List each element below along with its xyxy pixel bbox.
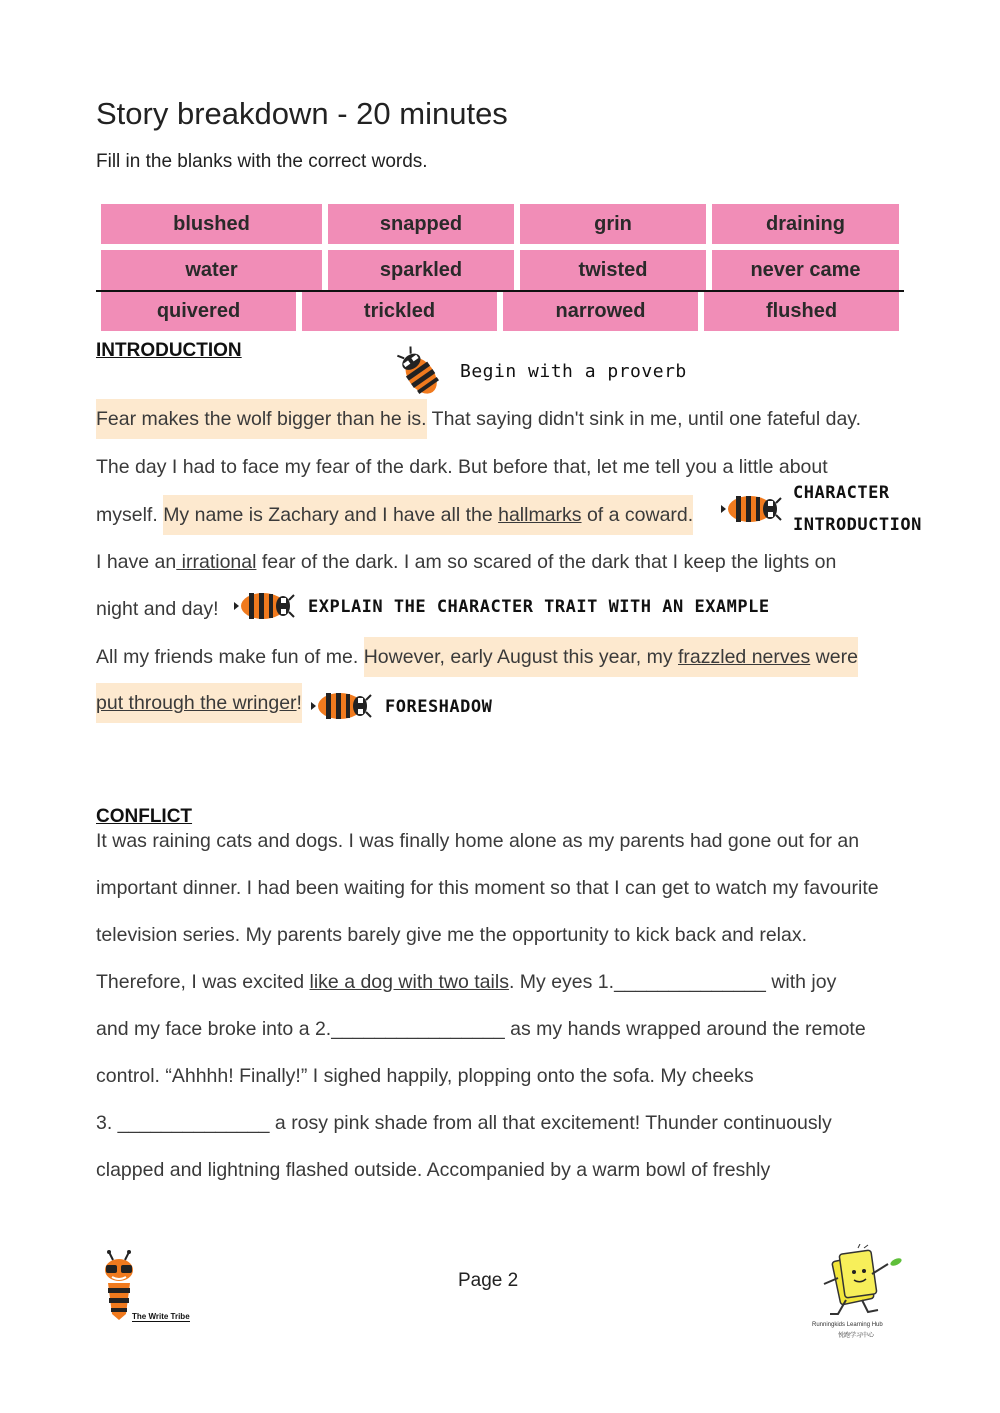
highlight-foreshadow: However, early August this year, my frazzled nerves were <box>364 637 858 677</box>
learning-hub-chinese: 悦跑学习中心 <box>838 1333 875 1339</box>
running-book-icon <box>816 1244 906 1322</box>
write-tribe-text: The Write Tribe <box>132 1312 190 1321</box>
word-cell: grin <box>520 204 706 244</box>
word-cell: water <box>101 250 322 290</box>
blank-1: . My eyes 1.______________ with joy <box>508 971 837 993</box>
bee-icon <box>233 586 295 626</box>
conflict-line-2: important dinner. I had been waiting for this moment so that I can get to watch my favourite <box>96 877 879 899</box>
intro-line-5: night and day! <box>96 598 219 620</box>
intro-line-6: All my friends make fun of me. However, early August this year, my frazzled nerves were <box>96 646 858 669</box>
intro-line-2: The day I had to face my fear of the dark. But before that, let me tell you a little about <box>96 456 828 478</box>
intro-line-7: put through the wringer! <box>96 692 302 715</box>
conflict-line-4: Therefore, I was excited like a dog with two tails. My eyes 1.______________ with joy <box>96 971 837 993</box>
word-cell: blushed <box>101 204 322 244</box>
word-cell: narrowed <box>503 292 698 331</box>
conflict-line-6: control. “Ahhhh! Finally!” I sighed happily, plopping onto the sofa. My cheeks <box>96 1065 754 1087</box>
annotation-character-1: CHARACTER <box>793 483 890 503</box>
conflict-line-5: and my face broke into a 2.________________ as my hands wrapped around the remote <box>96 1018 866 1040</box>
introduction-heading: INTRODUCTION <box>96 340 242 361</box>
bee-icon <box>310 686 372 726</box>
word-cell: sparkled <box>328 250 514 290</box>
intro-line-4: I have an irrational fear of the dark. I am so scared of the dark that I keep the lights on <box>96 551 837 573</box>
word-cell: snapped <box>328 204 514 244</box>
word-cell: quivered <box>101 292 296 331</box>
instructions: Fill in the blanks with the correct words. <box>96 151 428 172</box>
conflict-line-1: It was raining cats and dogs. I was finally home alone as my parents had gone out for an <box>96 830 860 852</box>
word-cell: trickled <box>302 292 497 331</box>
conflict-heading: CONFLICT <box>96 806 193 827</box>
page-title: Story breakdown - 20 minutes <box>96 96 508 131</box>
highlight-character: My name is Zachary and I have all the hallmarks of a coward. <box>163 495 693 535</box>
intro-line-1: Fear makes the wolf bigger than he is. That saying didn't sink in me, until one fateful day. <box>96 408 861 431</box>
annotation-trait: EXPLAIN THE CHARACTER TRAIT WITH AN EXAMPLE <box>308 597 770 617</box>
highlight-proverb: Fear makes the wolf bigger than he is. <box>96 399 427 439</box>
annotation-proverb: Begin with a proverb <box>460 361 687 382</box>
learning-hub-name: Runningkids Learning Hub <box>812 1322 883 1328</box>
bee-icon <box>720 489 782 529</box>
word-cell: twisted <box>520 250 706 290</box>
word-cell: draining <box>712 204 899 244</box>
page-number: Page 2 <box>458 1270 519 1291</box>
annotation-foreshadow: FORESHADOW <box>385 697 493 717</box>
word-cell: never came <box>712 250 899 290</box>
intro-line-3: myself. My name is Zachary and I have all the hallmarks of a coward. <box>96 504 693 527</box>
word-cell: flushed <box>704 292 899 331</box>
conflict-line-3: television series. My parents barely give me the opportunity to kick back and relax. <box>96 924 808 946</box>
conflict-line-8: clapped and lightning flashed outside. Accompanied by a warm bowl of freshly <box>96 1159 771 1181</box>
conflict-line-7: 3. ______________ a rosy pink shade from all that excitement! Thunder continuously <box>96 1112 832 1134</box>
annotation-character-2: INTRODUCTION <box>793 515 922 535</box>
bee-icon <box>394 346 446 402</box>
